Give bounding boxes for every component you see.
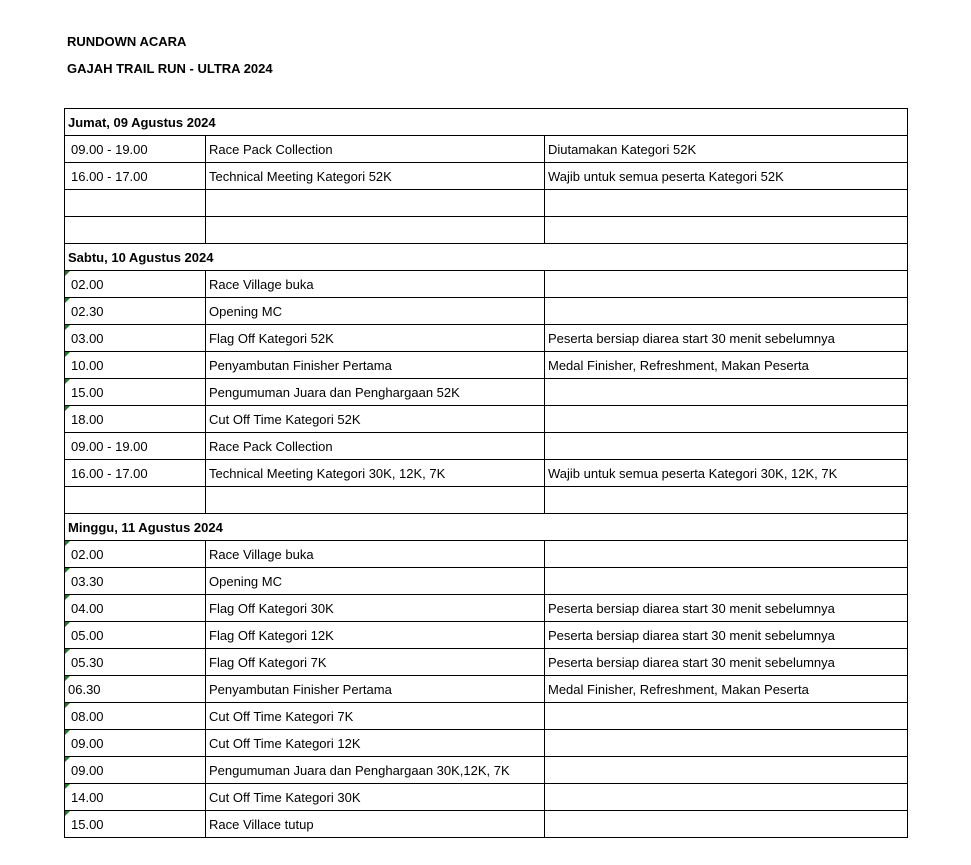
time-cell-text: 16.00 - 17.00 bbox=[71, 168, 148, 184]
activity-cell bbox=[206, 163, 545, 190]
activity-cell bbox=[206, 217, 545, 244]
note-cell bbox=[545, 379, 908, 406]
time-cell-text: 16.00 - 17.00 bbox=[71, 465, 148, 481]
activity-cell bbox=[206, 757, 545, 784]
time-cell bbox=[65, 271, 206, 298]
schedule-body bbox=[65, 109, 908, 838]
cell-marker-icon bbox=[65, 379, 70, 384]
note-cell bbox=[545, 433, 908, 460]
document-title: RUNDOWN ACARA bbox=[67, 34, 187, 49]
cell-marker-icon bbox=[65, 703, 70, 708]
schedule-row bbox=[65, 379, 908, 406]
time-cell bbox=[65, 703, 206, 730]
activity-cell-text: Cut Off Time Kategori 12K bbox=[209, 735, 361, 751]
time-cell bbox=[65, 298, 206, 325]
day-date: Jumat, 09 Agustus 2024 bbox=[65, 109, 908, 136]
time-cell-text: 02.30 bbox=[71, 303, 104, 319]
time-cell bbox=[65, 784, 206, 811]
time-cell-text: 05.30 bbox=[71, 654, 104, 670]
activity-cell bbox=[206, 460, 545, 487]
day-date: Minggu, 11 Agustus 2024 bbox=[65, 514, 908, 541]
activity-cell bbox=[206, 406, 545, 433]
activity-cell-text: Pengumuman Juara dan Penghargaan 30K,12K, 7K bbox=[209, 762, 510, 778]
time-cell bbox=[65, 217, 206, 244]
note-cell-text: Wajib untuk semua peserta Kategori 52K bbox=[548, 168, 784, 184]
note-cell bbox=[545, 136, 908, 163]
cell-marker-icon bbox=[65, 676, 70, 681]
activity-cell-text: Flag Off Kategori 52K bbox=[209, 330, 334, 346]
note-cell bbox=[545, 730, 908, 757]
schedule-row bbox=[65, 298, 908, 325]
cell-marker-icon bbox=[65, 298, 70, 303]
note-cell bbox=[545, 784, 908, 811]
note-cell bbox=[545, 298, 908, 325]
time-cell bbox=[65, 595, 206, 622]
day-header-row bbox=[65, 244, 908, 271]
time-cell bbox=[65, 406, 206, 433]
note-cell bbox=[545, 595, 908, 622]
activity-cell-text: Flag Off Kategori 30K bbox=[209, 600, 334, 616]
activity-cell-text: Race Village buka bbox=[209, 276, 314, 292]
time-cell bbox=[65, 325, 206, 352]
time-cell bbox=[65, 460, 206, 487]
activity-cell-text: Technical Meeting Kategori 30K, 12K, 7K bbox=[209, 465, 446, 481]
cell-marker-icon bbox=[65, 595, 70, 600]
activity-cell bbox=[206, 136, 545, 163]
note-cell bbox=[545, 217, 908, 244]
activity-cell-text: Cut Off Time Kategori 52K bbox=[209, 411, 361, 427]
note-cell bbox=[545, 190, 908, 217]
schedule-row bbox=[65, 595, 908, 622]
event-name: GAJAH TRAIL RUN - ULTRA 2024 bbox=[67, 61, 273, 76]
note-cell bbox=[545, 271, 908, 298]
time-cell-text: 02.00 bbox=[71, 546, 104, 562]
time-cell-text: 09.00 - 19.00 bbox=[71, 141, 148, 157]
note-cell bbox=[545, 460, 908, 487]
time-cell-text: 04.00 bbox=[71, 600, 104, 616]
cell-marker-icon bbox=[65, 406, 70, 411]
activity-cell bbox=[206, 784, 545, 811]
note-cell-text: Medal Finisher, Refreshment, Makan Peserta bbox=[548, 357, 809, 373]
time-cell-text: 02.00 bbox=[71, 276, 104, 292]
time-cell bbox=[65, 811, 206, 838]
activity-cell-text: Flag Off Kategori 12K bbox=[209, 627, 334, 643]
time-cell bbox=[65, 136, 206, 163]
activity-cell bbox=[206, 487, 545, 514]
time-cell-text: 03.00 bbox=[71, 330, 104, 346]
time-cell bbox=[65, 541, 206, 568]
time-cell-text: 15.00 bbox=[71, 384, 104, 400]
activity-cell-text: Flag Off Kategori 7K bbox=[209, 654, 327, 670]
time-cell bbox=[65, 379, 206, 406]
schedule-row bbox=[65, 811, 908, 838]
schedule-row bbox=[65, 190, 908, 217]
note-cell bbox=[545, 487, 908, 514]
schedule-row bbox=[65, 136, 908, 163]
time-cell-text: 10.00 bbox=[71, 357, 104, 373]
activity-cell-text: Pengumuman Juara dan Penghargaan 52K bbox=[209, 384, 460, 400]
time-cell-text: 08.00 bbox=[71, 708, 104, 724]
time-cell-text: 05.00 bbox=[71, 627, 104, 643]
note-cell bbox=[545, 568, 908, 595]
note-cell-text: Diutamakan Kategori 52K bbox=[548, 141, 697, 157]
schedule-row bbox=[65, 649, 908, 676]
time-cell-text: 09.00 - 19.00 bbox=[71, 438, 148, 454]
time-cell bbox=[65, 487, 206, 514]
activity-cell bbox=[206, 325, 545, 352]
time-cell bbox=[65, 568, 206, 595]
note-cell bbox=[545, 676, 908, 703]
time-cell-text: 14.00 bbox=[71, 789, 104, 805]
note-cell-text: Peserta bersiap diarea start 30 menit sebelumnya bbox=[548, 627, 835, 643]
note-cell bbox=[545, 757, 908, 784]
cell-marker-icon bbox=[65, 649, 70, 654]
time-cell bbox=[65, 163, 206, 190]
note-cell bbox=[545, 703, 908, 730]
schedule-row bbox=[65, 676, 908, 703]
schedule-row bbox=[65, 271, 908, 298]
note-cell bbox=[545, 649, 908, 676]
cell-marker-icon bbox=[65, 271, 70, 276]
activity-cell bbox=[206, 703, 545, 730]
schedule-row bbox=[65, 784, 908, 811]
time-cell bbox=[65, 622, 206, 649]
activity-cell-text: Race Pack Collection bbox=[209, 141, 333, 157]
activity-cell-text: Cut Off Time Kategori 30K bbox=[209, 789, 361, 805]
schedule-row bbox=[65, 460, 908, 487]
time-cell-text: 06.30 bbox=[68, 681, 101, 697]
activity-cell-text: Race Villace tutup bbox=[209, 816, 314, 832]
schedule-row bbox=[65, 757, 908, 784]
time-cell bbox=[65, 190, 206, 217]
day-header-row bbox=[65, 514, 908, 541]
day-date: Sabtu, 10 Agustus 2024 bbox=[65, 244, 908, 271]
activity-cell-text: Technical Meeting Kategori 52K bbox=[209, 168, 392, 184]
time-cell bbox=[65, 730, 206, 757]
note-cell-text: Wajib untuk semua peserta Kategori 30K, 12K, 7K bbox=[548, 465, 838, 481]
cell-marker-icon bbox=[65, 784, 70, 789]
schedule-row bbox=[65, 703, 908, 730]
activity-cell-text: Cut Off Time Kategori 7K bbox=[209, 708, 354, 724]
schedule-row bbox=[65, 568, 908, 595]
activity-cell bbox=[206, 298, 545, 325]
time-cell bbox=[65, 757, 206, 784]
cell-marker-icon bbox=[65, 622, 70, 627]
activity-cell bbox=[206, 595, 545, 622]
note-cell bbox=[545, 352, 908, 379]
schedule-row bbox=[65, 622, 908, 649]
note-cell bbox=[545, 541, 908, 568]
activity-cell-text: Penyambutan Finisher Pertama bbox=[209, 681, 392, 697]
cell-marker-icon bbox=[65, 811, 70, 816]
schedule-row bbox=[65, 730, 908, 757]
activity-cell bbox=[206, 433, 545, 460]
activity-cell bbox=[206, 649, 545, 676]
note-cell-text: Peserta bersiap diarea start 30 menit sebelumnya bbox=[548, 654, 835, 670]
cell-marker-icon bbox=[65, 730, 70, 735]
activity-cell bbox=[206, 676, 545, 703]
time-cell-text: 09.00 bbox=[71, 735, 104, 751]
note-cell bbox=[545, 406, 908, 433]
schedule-row bbox=[65, 163, 908, 190]
activity-cell bbox=[206, 190, 545, 217]
activity-cell-text: Opening MC bbox=[209, 303, 282, 319]
time-cell bbox=[65, 433, 206, 460]
cell-marker-icon bbox=[65, 325, 70, 330]
activity-cell bbox=[206, 811, 545, 838]
note-cell bbox=[545, 325, 908, 352]
note-cell-text: Medal Finisher, Refreshment, Makan Peserta bbox=[548, 681, 809, 697]
time-cell bbox=[65, 676, 206, 703]
day-header-row bbox=[65, 109, 908, 136]
schedule-row bbox=[65, 487, 908, 514]
note-cell bbox=[545, 811, 908, 838]
schedule-row bbox=[65, 325, 908, 352]
cell-marker-icon bbox=[65, 757, 70, 762]
note-cell bbox=[545, 622, 908, 649]
activity-cell-text: Race Pack Collection bbox=[209, 438, 333, 454]
activity-cell bbox=[206, 541, 545, 568]
activity-cell bbox=[206, 568, 545, 595]
activity-cell bbox=[206, 379, 545, 406]
schedule-row bbox=[65, 217, 908, 244]
activity-cell bbox=[206, 271, 545, 298]
activity-cell-text: Race Village buka bbox=[209, 546, 314, 562]
activity-cell bbox=[206, 352, 545, 379]
activity-cell bbox=[206, 622, 545, 649]
cell-marker-icon bbox=[65, 568, 70, 573]
note-cell-text: Peserta bersiap diarea start 30 menit sebelumnya bbox=[548, 600, 835, 616]
schedule-row bbox=[65, 352, 908, 379]
note-cell-text: Peserta bersiap diarea start 30 menit sebelumnya bbox=[548, 330, 835, 346]
time-cell bbox=[65, 352, 206, 379]
time-cell-text: 09.00 bbox=[71, 762, 104, 778]
activity-cell-text: Opening MC bbox=[209, 573, 282, 589]
activity-cell bbox=[206, 730, 545, 757]
time-cell-text: 03.30 bbox=[71, 573, 104, 589]
schedule-row bbox=[65, 541, 908, 568]
cell-marker-icon bbox=[65, 541, 70, 546]
time-cell-text: 15.00 bbox=[71, 816, 104, 832]
note-cell bbox=[545, 163, 908, 190]
schedule-row bbox=[65, 406, 908, 433]
cell-marker-icon bbox=[65, 352, 70, 357]
time-cell bbox=[65, 649, 206, 676]
schedule-table bbox=[64, 108, 908, 838]
time-cell-text: 18.00 bbox=[71, 411, 104, 427]
schedule-row bbox=[65, 433, 908, 460]
activity-cell-text: Penyambutan Finisher Pertama bbox=[209, 357, 392, 373]
